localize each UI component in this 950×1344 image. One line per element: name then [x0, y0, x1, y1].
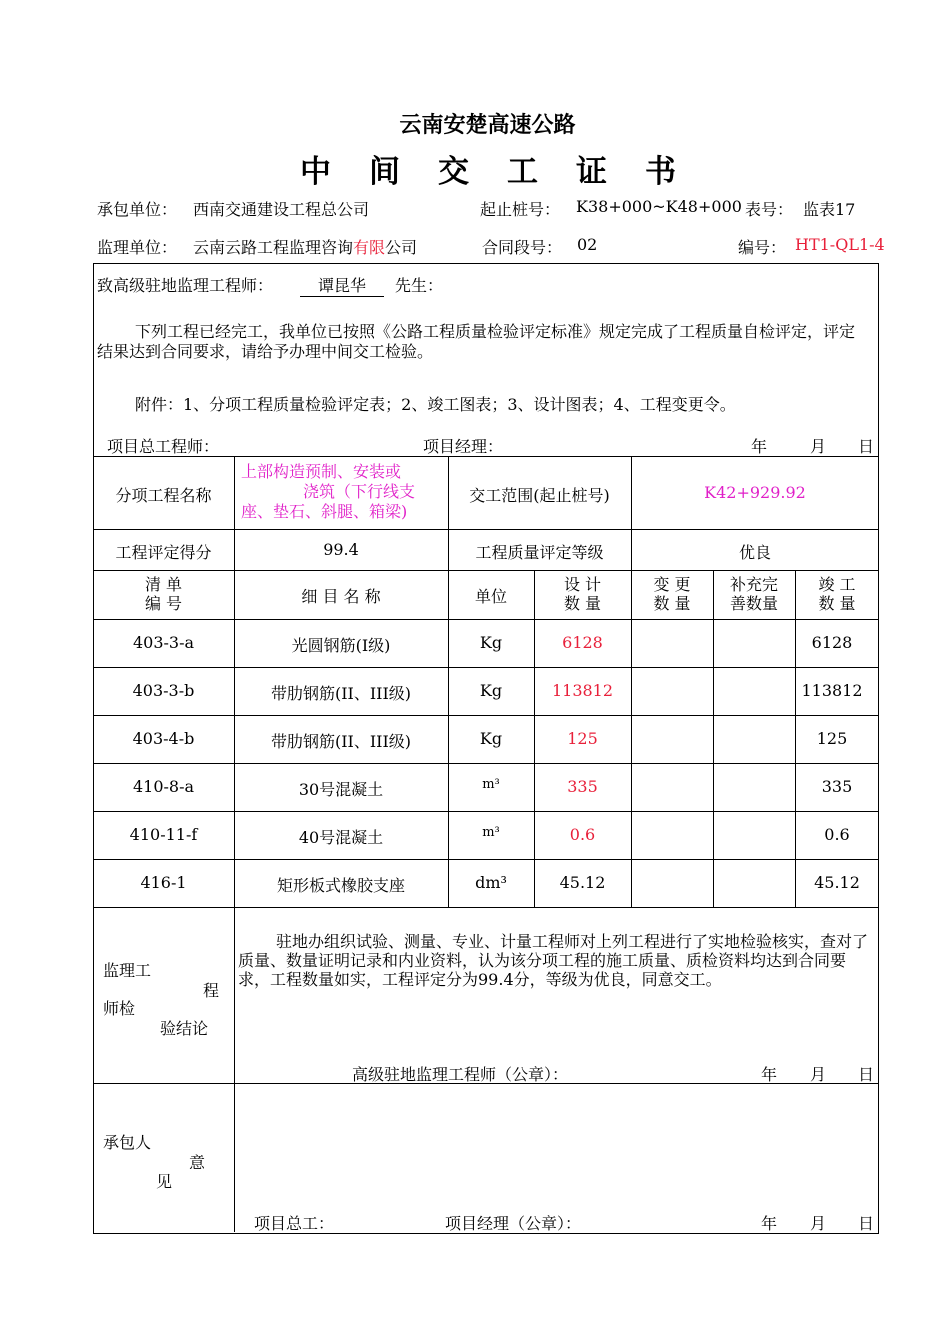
row-design: 45.12 [559, 873, 606, 892]
opinion-label-c: 见 [156, 1172, 173, 1191]
divider-row6 [93, 907, 879, 908]
conclusion-year: 年 [761, 1065, 778, 1084]
item-name-line1: 上部构造预制、安装或 [241, 462, 402, 481]
th-name: 细 目 名 称 [301, 587, 381, 606]
row-name: 带肋钢筋(II、III级) [270, 684, 412, 703]
vline-6 [713, 570, 714, 907]
salutation: 先生： [395, 276, 444, 295]
letter-body: 下列工程已经完工，我单位已按照《公路工程质量检验评定标准》规定完成了工程质量自检评定，评定结果达到合同要求，请给予办理中间交工检验。 [97, 322, 856, 361]
row-done: 113812 [801, 681, 863, 700]
row-code: 403-3-a [132, 633, 195, 652]
conclusion-month: 月 [810, 1065, 827, 1084]
th-code-1: 清 单 [144, 575, 183, 594]
divider-row4 [93, 811, 879, 812]
form-label: 表号： [745, 200, 794, 219]
th-unit: 单位 [474, 587, 507, 606]
row-done: 45.12 [814, 873, 860, 892]
divider-info2 [93, 570, 879, 571]
row-name: 带肋钢筋(II、III级) [270, 732, 412, 751]
divider-row3 [93, 763, 879, 764]
chief-engineer-label: 项目总工程师： [107, 437, 220, 456]
row-code: 410-11-f [129, 825, 198, 844]
row-design: 6128 [562, 633, 603, 652]
grade-label: 工程质量评定等级 [475, 543, 604, 562]
conclusion-label-a: 监理工 [103, 961, 152, 980]
th-design-2: 数 量 [563, 594, 602, 613]
letter-day: 日 [858, 437, 875, 456]
row-design: 0.6 [569, 825, 596, 844]
row-code: 403-3-b [132, 681, 195, 700]
letter-year: 年 [751, 437, 768, 456]
row-design: 113812 [551, 681, 614, 700]
th-design-1: 设 计 [563, 575, 602, 594]
conclusion-signer: 高级驻地监理工程师（公章）： [352, 1065, 569, 1084]
th-change-2: 数 量 [653, 594, 691, 613]
opinion-manager: 项目经理（公章）： [445, 1214, 582, 1233]
row-unit: m³ [482, 777, 500, 792]
row-done: 335 [821, 777, 853, 796]
row-name: 40号混凝土 [298, 828, 384, 847]
row-name: 30号混凝土 [298, 780, 384, 799]
opinion-year: 年 [761, 1214, 778, 1233]
row-code: 416-1 [140, 873, 187, 892]
opinion-chief: 项目总工： [254, 1214, 335, 1233]
row-design: 335 [567, 777, 598, 796]
conclusion-label-c: 师检 [103, 999, 136, 1018]
project-manager-label: 项目经理： [423, 437, 504, 456]
divider-row5 [93, 859, 879, 860]
row-unit: m³ [482, 825, 500, 840]
conclusion-label-b: 程 [203, 981, 220, 1000]
range-value: K42+929.92 [704, 483, 806, 502]
th-done-2: 数 量 [818, 594, 856, 613]
range-label: 交工范围(起止桩号) [469, 486, 610, 505]
divider-info1 [93, 529, 879, 530]
conclusion-text: 驻地办组织试验、测量、专业、计量工程师对上列工程进行了实地检验核实，查对了质量、数量证明记录和内业资料，认为该分项工程的施工质量、质检资料均达到合同要求，工程数量如实，工程评定分为99.4分，等级为优良，同意交工。 [238, 932, 869, 989]
divider-thead [93, 619, 879, 620]
supervisor-value-a: 云南云路工程监理咨询 [193, 238, 354, 257]
row-done: 0.6 [824, 825, 850, 844]
supervisor-label: 监理单位： [97, 238, 178, 257]
divider-row2 [93, 715, 879, 716]
supervisor-value [193, 235, 417, 258]
row-code: 410-8-a [132, 777, 195, 796]
th-code-2: 编 号 [144, 594, 183, 613]
divider-row1 [93, 667, 879, 668]
addressee-label: 致高级驻地监理工程师： [97, 276, 274, 295]
section-value: 02 [577, 235, 598, 254]
serial-label: 编号： [738, 238, 787, 257]
item-name-line3: 座、垫石、斜腿、箱梁) [241, 502, 408, 521]
opinion-month: 月 [810, 1214, 827, 1233]
score-label: 工程评定得分 [115, 543, 212, 562]
th-change-1: 变 更 [653, 575, 691, 594]
section-label: 合同段号： [482, 238, 563, 257]
item-name-line2: 浇筑（下行线支 [303, 482, 416, 501]
th-supp-2: 善数量 [729, 594, 778, 613]
document-title-top: 云南安楚高速公路 [399, 113, 576, 138]
form-number: 监表17 [803, 200, 856, 219]
engineer-name: 谭昆华 [300, 273, 384, 297]
row-done: 125 [816, 729, 848, 748]
item-name-label: 分项工程名称 [115, 486, 212, 505]
attachments: 附件：1、分项工程质量检验评定表；2、竣工图表；3、设计图表；4、工程变更令。 [135, 395, 736, 414]
serial-value: HT1-QL1-4 [795, 235, 885, 254]
letter-month: 月 [810, 437, 827, 456]
score-value: 99.4 [323, 540, 359, 559]
grade-value: 优良 [738, 543, 771, 562]
vline-5 [631, 570, 632, 907]
document-title-main: 中间交工证书 [300, 154, 714, 190]
row-unit: Kg [479, 729, 503, 748]
th-supp-1: 补充完 [729, 575, 778, 594]
supervisor-value-b: 有限 [353, 238, 386, 257]
contractor-label: 承包单位： [97, 200, 178, 219]
opinion-label-b: 意 [189, 1153, 206, 1172]
row-code: 403-4-b [132, 729, 195, 748]
conclusion-label-d: 验结论 [160, 1019, 209, 1038]
row-unit: dm³ [475, 873, 507, 892]
row-name: 光圆钢筋(I级) [291, 636, 391, 655]
row-name: 矩形板式橡胶支座 [276, 876, 405, 895]
supervisor-value-c: 公司 [385, 238, 418, 257]
row-design: 125 [567, 729, 598, 748]
th-done-1: 竣 工 [818, 575, 856, 594]
station-label: 起止桩号： [480, 200, 561, 219]
row-done: 6128 [811, 633, 853, 652]
contractor-value: 西南交通建设工程总公司 [193, 200, 370, 219]
opinion-label-a: 承包人 [103, 1133, 152, 1152]
row-unit: Kg [479, 633, 503, 652]
conclusion-day: 日 [858, 1065, 875, 1084]
opinion-day: 日 [858, 1214, 875, 1233]
row-unit: Kg [479, 681, 503, 700]
station-value: K38+000~K48+000 [576, 197, 742, 216]
